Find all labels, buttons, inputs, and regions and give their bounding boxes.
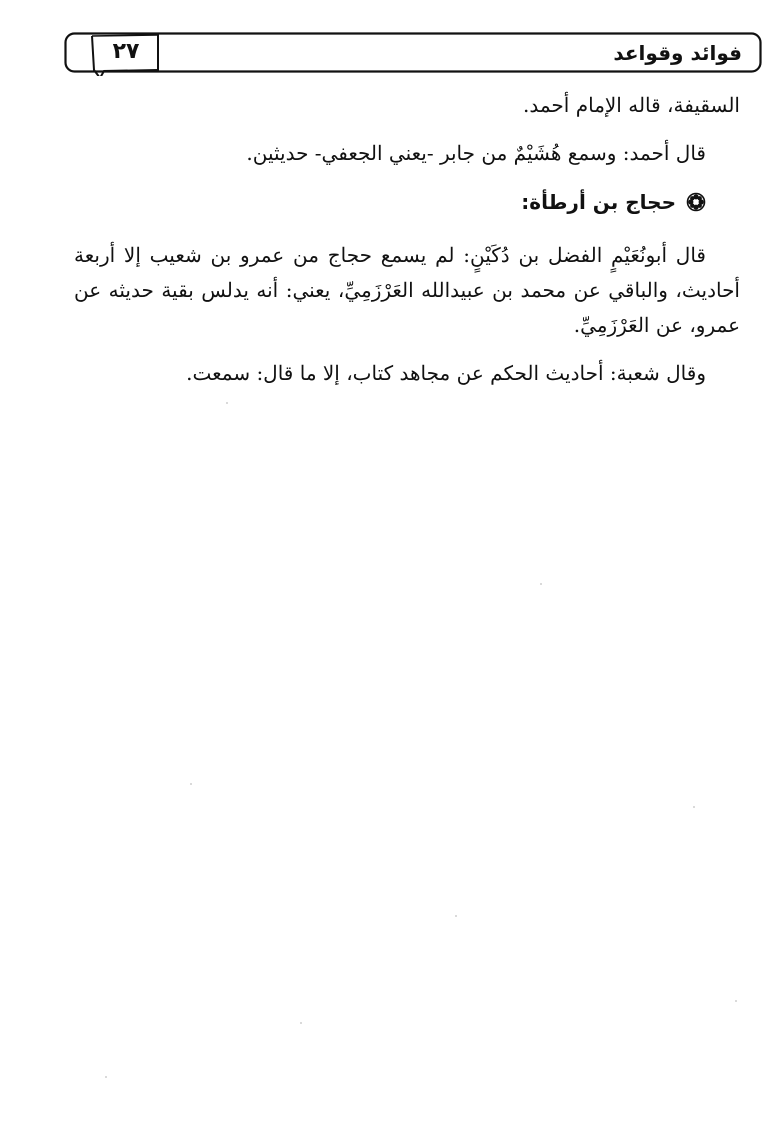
scan-speck (105, 1076, 107, 1078)
scan-speck (300, 1022, 302, 1024)
page-header (64, 32, 762, 76)
page-body (74, 88, 740, 391)
scan-speck (693, 806, 695, 808)
scan-speck (226, 402, 228, 404)
section-heading-text: حجاج بن أرطأة: (521, 190, 676, 214)
scan-speck (190, 783, 192, 785)
continuation-line: السقيفة، قاله الإمام أحمد. (523, 93, 740, 117)
paragraph-shuba: وقال شعبة: أحاديث الحكم عن مجاهد كتاب، إلا ما قال: سمعت. (186, 361, 706, 385)
scan-speck (455, 915, 457, 917)
flower-ornament-icon (686, 192, 706, 212)
paragraph-ahmad: قال أحمد: وسمع هُشَيْمٌ من جابر -يعني الجعفي- حديثين. (246, 141, 706, 165)
paragraph-abu-nuaym: قال أبونُعَيْمٍ الفضل بن دُكَيْنٍ: لم يسمع حجاج من عمرو بن شعيب إلا أربعة أحاديث، والباقي عن محمد بن عبيدالله العَرْزَمِيِّ، يعني: أنه يدلس بقية حديثه عن عمرو، عن العَرْزَمِيِّ. (74, 243, 740, 337)
page-number: ٢٧ (112, 39, 140, 64)
scan-speck (735, 1000, 737, 1002)
scan-speck (540, 583, 542, 585)
running-title: فوائد وقواعد (613, 41, 742, 65)
section-heading (74, 184, 740, 220)
